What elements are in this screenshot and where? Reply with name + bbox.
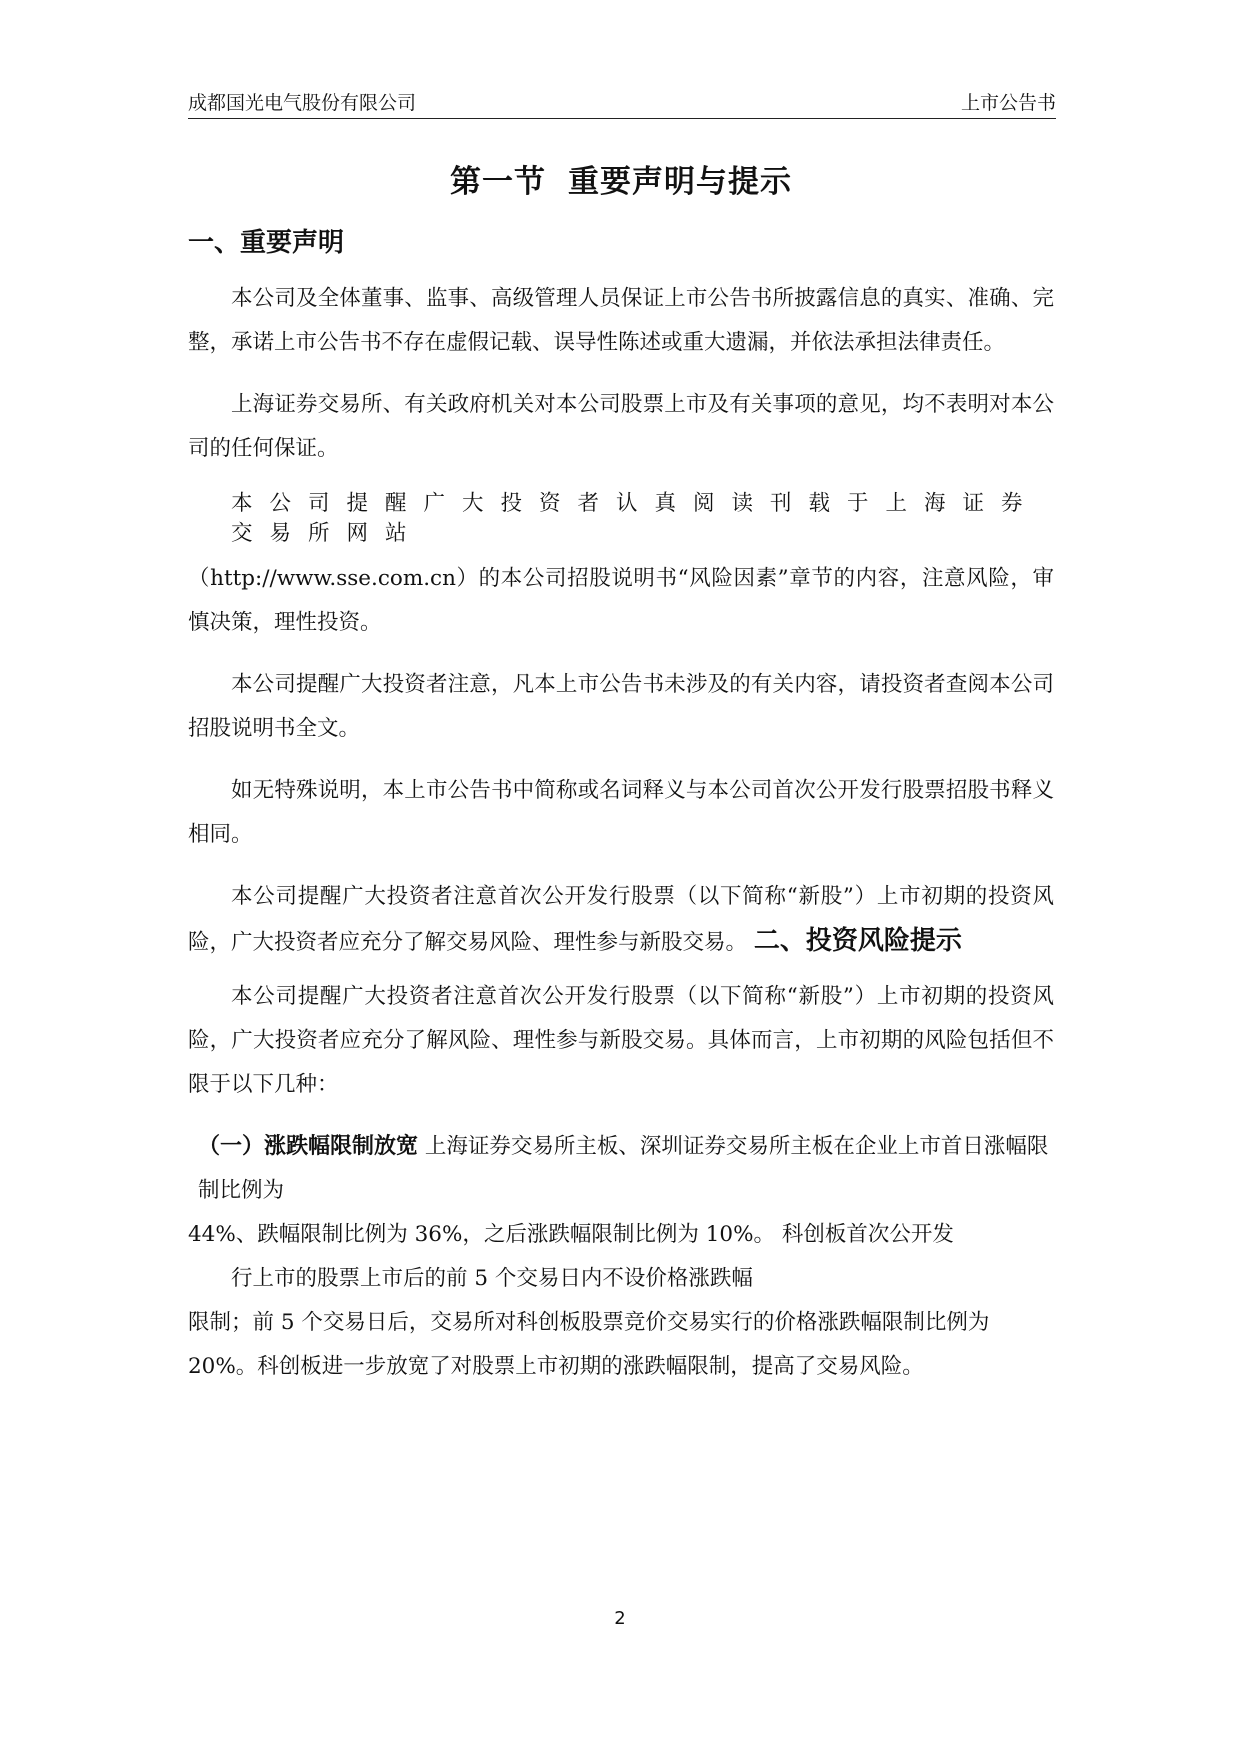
page-body [188, 150, 1054, 1389]
paragraph-new-share-risk [188, 875, 1054, 965]
paragraph-definitions: 如无特殊说明，本上市公告书中简称或名词释义与本公司首次公开发行股票招股书释义相同。 [188, 778, 1054, 847]
section-title [188, 156, 1054, 201]
heading-investment-risk: 二、投资风险提示 [753, 926, 962, 956]
risk-item-1-line-2: 44%、跌幅限制比例为 36%，之后涨跌幅限制比例为 10%。 科创板首次公开发 [188, 1222, 954, 1247]
paragraph-read-prospectus-lead: 本公司提醒广大投资者认真阅读刊载于上海证券交易所网站 [231, 491, 1040, 546]
paragraph-risk-intro: 本公司提醒广大投资者注意首次公开发行股票（以下简称“新股”）上市初期的投资风险，广大投资者应充分了解风险、理性参与新股交易。具体而言，上市初期的风险包括但不限于以下几种： [188, 984, 1054, 1097]
risk-item-1-line-1 [188, 1125, 1054, 1213]
section-name: 重要声明与提示 [568, 164, 792, 200]
risk-item-1-text-1: 上海证券交易所主板、深圳证券交易所主板在企业上市首日涨幅限制比例为 [198, 1134, 1049, 1203]
page-number: 2 [614, 1608, 626, 1629]
header-company-name: 成都国光电气股份有限公司 [188, 92, 417, 114]
header-document-type: 上市公告书 [960, 92, 1056, 114]
section-number: 第一节 [450, 164, 546, 200]
paragraph-read-prospectus-url: （http://www.sse.com.cn）的本公司招股说明书“风险因素”章节的内容，注意风险，审慎决策，理性投资。 [188, 566, 1054, 635]
paragraph-refer-full-text: 本公司提醒广大投资者注意，凡本上市公告书未涉及的有关内容，请投资者查阅本公司招股说明书全文。 [188, 672, 1054, 741]
risk-item-1-line-4: 限制；前 5 个交易日后，交易所对科创板股票竞价交易实行的价格涨跌幅限制比例为 20%。科创板进一步放宽了对股票上市初期的涨跌幅限制，提高了交易风险。 [188, 1310, 990, 1379]
new-share-risk-text: 本公司提醒广大投资者注意首次公开发行股票（以下简称“新股”）上市初期的投资风险，广大投资者应充分了解交易风险、理性参与新股交易。 [188, 884, 1054, 955]
page-header [188, 86, 1056, 119]
heading-important-statement: 一、重要声明 [188, 228, 345, 258]
risk-item-1-label: （一）涨跌幅限制放宽 [198, 1134, 419, 1159]
paragraph-no-guarantee: 上海证券交易所、有关政府机关对本公司股票上市及有关事项的意见，均不表明对本公司的任何保证。 [188, 392, 1054, 461]
paragraph-guarantee: 本公司及全体董事、监事、高级管理人员保证上市公告书所披露信息的真实、准确、完整，承诺上市公告书不存在虚假记载、误导性陈述或重大遗漏，并依法承担法律责任。 [188, 286, 1054, 355]
risk-item-1-line-3: 行上市的股票上市后的前 5 个交易日内不设价格涨跌幅 [231, 1266, 753, 1291]
